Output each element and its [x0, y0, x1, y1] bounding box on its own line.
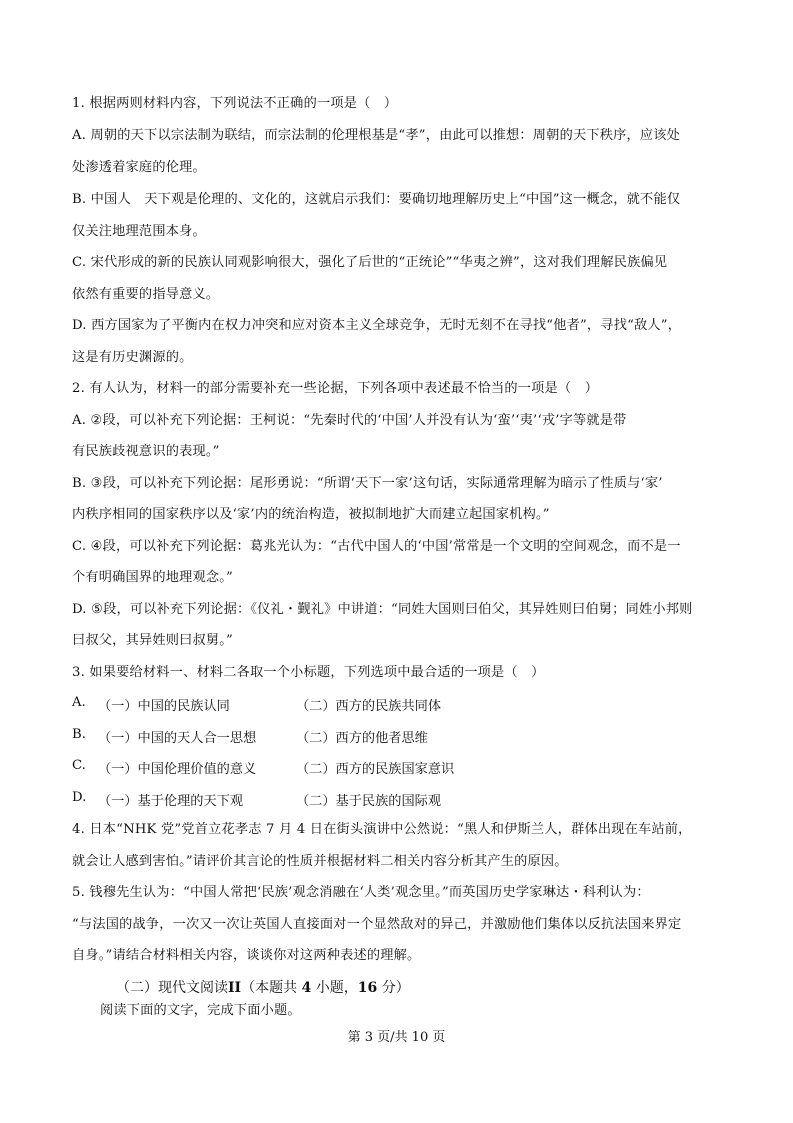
question-2-option-d: D. ⑤段，可以补充下列论据：《仪礼・觐礼》中讲道：“同姓大国则曰伯父，其异姓则曰伯舅；同姓小邦则: [72, 602, 693, 617]
section-instruction: 阅读下面的文字，完成下面小题。: [100, 1003, 301, 1018]
section-title-roman: II: [228, 980, 242, 996]
question-1-option-d: D. 西方国家为了平衡内在权力冲突和应对资本主义全球竞争，无时无刻不在寻找“他者”，寻找“敌人”，: [72, 318, 682, 333]
question-1-option-c: C. 宋代形成的新的民族认同观影响很大，强化了后世的“正统论”“华夷之辨”，这对我们理解民族偏见: [72, 255, 668, 270]
question-2-option-b: B. ③段，可以补充下列论据：尾形勇说：“所谓‘天下一家’这句话，实际通常理解为暗示了性质与‘家’: [72, 476, 663, 491]
question-3-option-b-first: （一）中国的天人合一思想: [98, 731, 257, 746]
section-score: 16: [357, 980, 378, 996]
question-3-option-c-label: C.: [72, 758, 86, 773]
question-5-line-2: “与法国的战争，一次又一次让英国人直接面对一个显然敌对的异己，并激励他们集体以反抗法国来界定: [72, 917, 682, 932]
question-2-option-c: C. ④段，可以补充下列论据：葛兆光认为：“古代中国人的‘中国’常常是一个文明的空间观念，而不是一: [72, 539, 681, 554]
question-3-option-d-label: D.: [72, 790, 87, 805]
section-title-suffix-b: 小题，: [311, 980, 358, 996]
section-title-suffix-c: 分）: [377, 980, 410, 996]
question-5-line-3: 自身。”请结合材料相关内容，谈谈你对这两种表述的理解。: [72, 948, 421, 963]
question-3-option-d-second: （二）基于民族的国际观: [296, 794, 442, 809]
section-title-prefix: （二）现代文阅读: [116, 980, 228, 996]
question-2-option-a-cont: 有民族歧视意识的表现。”: [72, 444, 220, 459]
question-1-option-c-cont: 依然有重要的指导意义。: [72, 287, 220, 302]
question-1-option-b-cont: 仅关注地理范围本身。: [72, 224, 206, 239]
question-2-option-a: A. ②段，可以补充下列论据：王柯说：“先秦时代的‘中国’人并没有认为‘蛮’‘夷’‘戎’字等就是带: [72, 413, 627, 428]
question-3-stem: 3. 如果要给材料一、材料二各取一个小标题，下列选项中最合适的一项是（ ）: [72, 665, 545, 680]
question-4-line-1: 4. 日本“NHK 党”党首立花孝志 7 月 4 日在街头演讲中公然说：“黑人和伊斯兰人，群体出现在车站前，: [72, 822, 692, 837]
question-3-option-a-label: A.: [72, 695, 86, 710]
question-2-option-c-cont: 个有明确国界的地理观念。”: [72, 570, 233, 585]
question-2-option-b-cont: 内秩序相同的国家秩序以及‘家’内的统治构造，被拟制地扩大而建立起国家机构。”: [72, 507, 550, 522]
question-3-option-c-second: （二）西方的民族国家意识: [296, 762, 455, 777]
question-1-option-a: A. 周朝的天下以宗法制为联结，而宗法制的伦理根基是“孝”，由此可以推想：周朝的天下秩序，应该处: [72, 128, 681, 143]
question-3-option-b-second: （二）西方的他者思维: [296, 731, 428, 746]
question-2-option-d-cont: 曰叔父，其异姓则曰叔舅。”: [72, 633, 233, 648]
question-2-stem: 2. 有人认为，材料一的部分需要补充一些论据，下列各项中表述最不恰当的一项是（ ）: [72, 381, 599, 396]
section-heading: [116, 977, 410, 997]
question-1-option-b: B. 中国人 天下观是伦理的、文化的，这就启示我们：要确切地理解历史上“中国”这一概念，就不能仅: [72, 192, 681, 207]
question-1-option-a-cont: 处渗透着家庭的伦理。: [72, 160, 206, 175]
page-number: 第 3 页/共 10 页: [347, 1030, 446, 1045]
question-1-stem: 1. 根据两则材料内容，下列说法不正确的一项是（ ）: [72, 96, 398, 111]
question-3-option-d-first: （一）基于伦理的天下观: [98, 794, 244, 809]
question-3-option-b-label: B.: [72, 727, 86, 742]
question-3-option-a-second: （二）西方的民族共同体: [296, 699, 442, 714]
question-3-option-c-first: （一）中国伦理价值的意义: [98, 762, 257, 777]
question-5-line-1: 5. 钱穆先生认为：“中国人常把‘民族’观念消融在‘人类’观念里。”而英国历史学家琳达・科利认为：: [72, 885, 650, 900]
section-question-count: 4: [301, 980, 312, 996]
question-1-option-d-cont: 这是有历史渊源的。: [72, 350, 193, 365]
question-3-option-a-first: （一）中国的民族认同: [98, 699, 230, 714]
section-title-suffix-a: （本题共: [241, 980, 302, 996]
question-4-line-2: 就会让人感到害怕。”请评价其言论的性质并根据材料二相关内容分析其产生的原因。: [72, 854, 568, 869]
